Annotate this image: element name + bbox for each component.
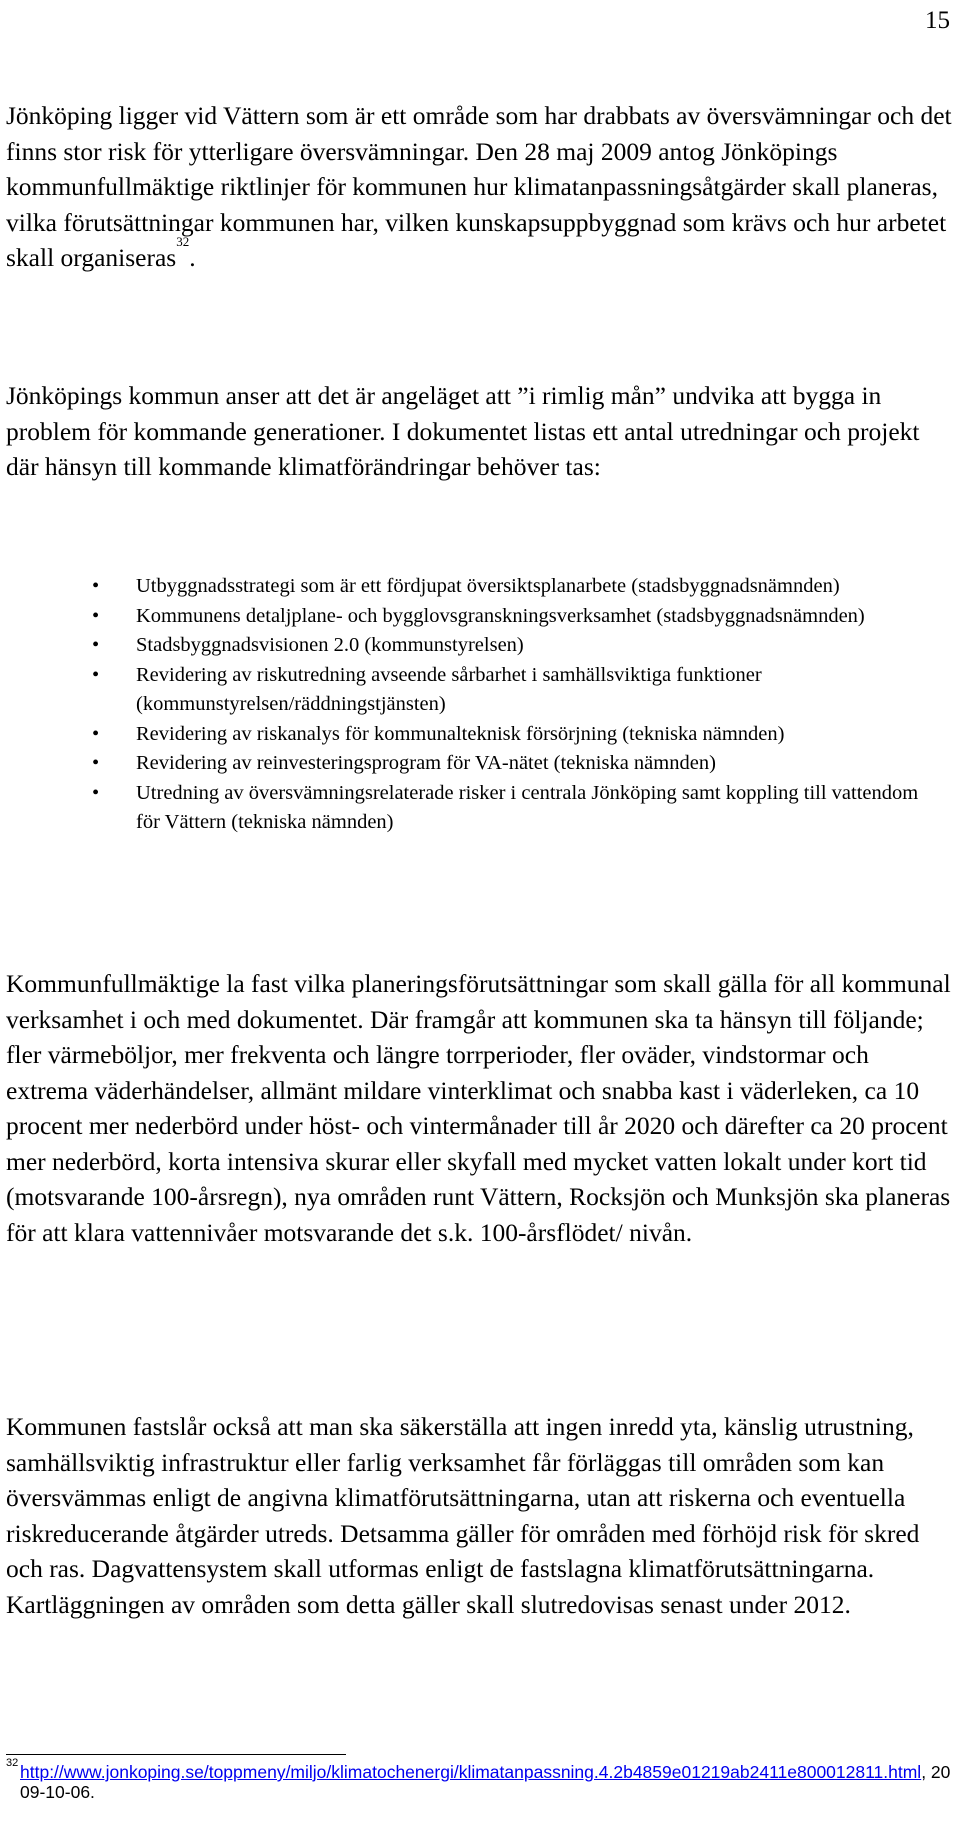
list-item: • Revidering av riskutredning avseende sårbarhet i samhällsviktiga funktioner (kommunstyrelsen/räddningstjänsten) — [0, 661, 940, 720]
footnote-number: 32 — [6, 1757, 19, 1769]
paragraph-planning-conditions: Kommunfullmäktige la fast vilka planeringsförutsättningar som skall gälla för all kommunal verksamhet i och med dokumentet. Där framgår att kommunen ska ta hänsyn till följande; fler värmeböljor, mer frekventa och längre torrperioder, fler oväder, vindstormar och extrema väderhändelser, allmänt mildare vinterklimat och snabba kast i väderleken, ca 10 procent mer nederbörd under höst- och vintermånader till år 2020 och därefter ca 20 procent mer nederbörd, korta intensiva skurar eller skyfall med mycket vatten lokalt under kort tid (motsvarande 100-årsregn), nya områden runt Vättern, Rocksjön och Munksjön ska planeras för att klara vattennivåer motsvarande det s.k. 100-årsflödet/ nivån. — [6, 969, 951, 1247]
paragraph-municipality-view: Jönköpings kommun anser att det är angeläget att ”i rimlig mån” undvika att bygga in problem för kommande generationer. I dokumentet listas ett antal utredningar och projekt där hänsyn till kommande klimatförändringar behöver tas: — [6, 381, 920, 481]
footnote-reference[interactable]: 32 — [176, 234, 190, 249]
footnote-link[interactable]: http://www.jonkoping.se/toppmeny/miljo/klimatochenergi/klimatanpassning.4.2b4859e01219ab2411e800012811.html — [20, 1762, 922, 1782]
paragraph-intro — [6, 98, 954, 276]
list-item: • Revidering av reinvesteringsprogram för VA-nätet (tekniska nämnden) — [0, 749, 940, 779]
list-item: • Utredning av översvämningsrelaterade risker i centrala Jönköping samt koppling till vattendom för Vättern (tekniska nämnden) — [0, 779, 940, 838]
page-number: 15 — [925, 7, 950, 34]
footnote — [0, 1757, 956, 1802]
list-item: • Kommunens detaljplane- och bygglovsgranskningsverksamhet (stadsbyggnadsnämnden) — [0, 602, 940, 632]
paragraph-intro-end: . — [189, 243, 196, 272]
bullet-list — [0, 572, 940, 838]
footnote-divider — [6, 1754, 346, 1755]
paragraph-risk-requirements: Kommunen fastslår också att man ska säkerställa att ingen inredd yta, känslig utrustning, samhällsviktig infrastruktur eller farlig verksamhet får förläggas till områden som kan översvämmas enligt de angivna klimatförutsättningarna, utan att riskerna och eventuella riskreducerande åtgärder utreds. Detsamma gäller för områden med förhöjd risk för skred och ras. Dagvattensystem skall utformas enligt de fastslagna klimatförutsättningarna. Kartläggningen av områden som detta gäller skall slutredovisas senast under 2012. — [6, 1412, 920, 1619]
footnote-date: , 2009-10-06. — [20, 1762, 951, 1802]
paragraph-intro-text: Jönköping ligger vid Vättern som är ett område som har drabbats av översvämningar och det finns stor risk för ytterligare översvämningar. Den 28 maj 2009 antog Jönköpings kommunfullmäktige riktlinjer för kommunen hur klimatanpassningsåtgärder skall planeras, vilka förutsättningar kommunen har, vilken kunskapsuppbyggnad som krävs och hur arbetet skall organiseras — [6, 101, 952, 272]
list-item: • Stadsbyggnadsvisionen 2.0 (kommunstyrelsen) — [0, 631, 940, 661]
list-item: • Revidering av riskanalys för kommunalteknisk försörjning (tekniska nämnden) — [0, 720, 940, 750]
footnote-body — [0, 1757, 956, 1802]
list-item: • Utbyggnadsstrategi som är ett fördjupat översiktsplanarbete (stadsbyggnadsnämnden) — [0, 572, 940, 602]
